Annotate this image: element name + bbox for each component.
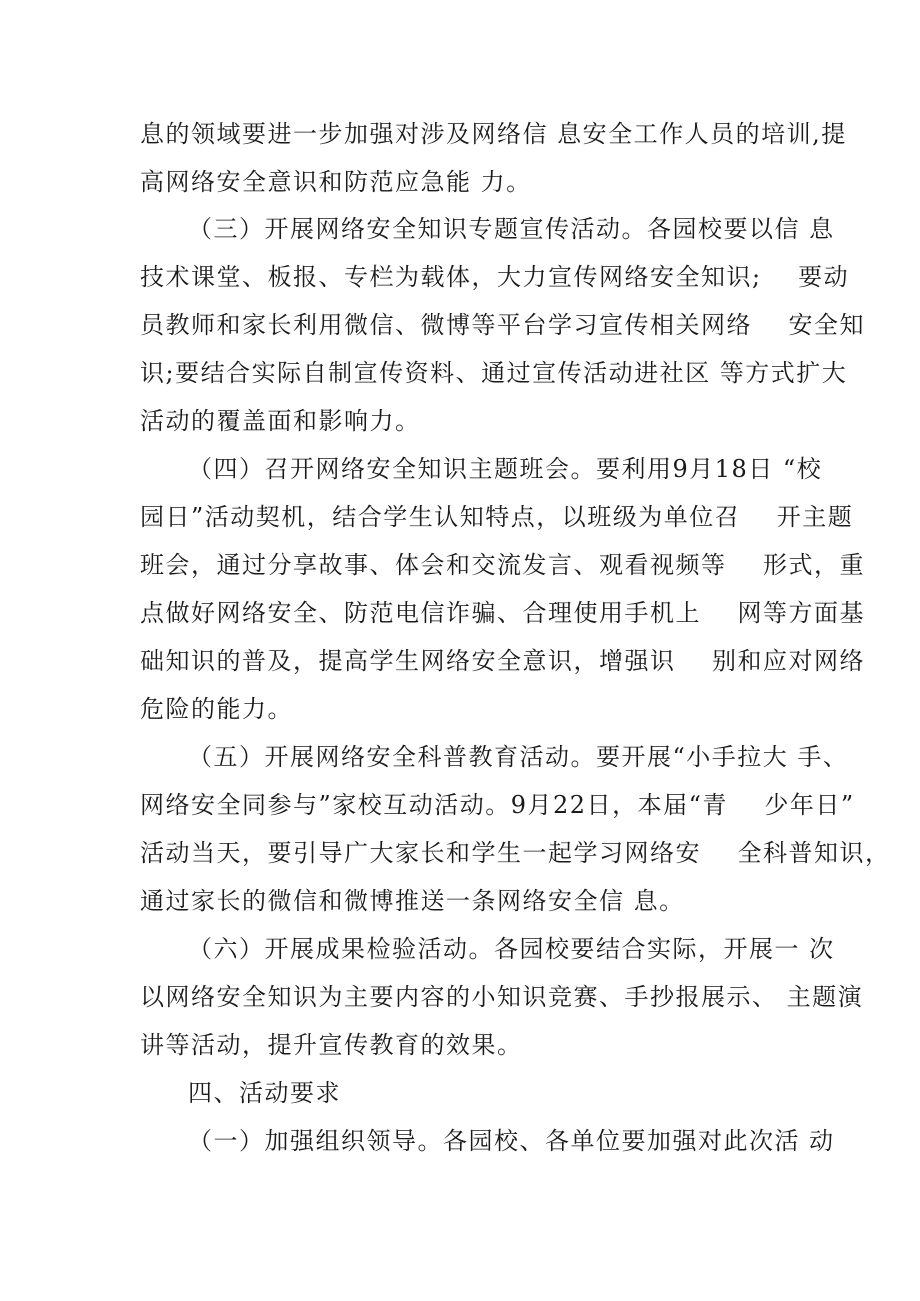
paragraph-line: 讲等活动，提升宣传教育的效果。 [140, 1031, 523, 1059]
paragraph-line: 危险的能力。 [140, 695, 293, 723]
paragraph-line: 点做好网络安全、防范电信诈骗、合理使用手机上 网等方面基 [140, 599, 866, 627]
paragraph-line: 识;要结合实际自制宣传资料、通过宣传活动进社区 等方式扩大 [140, 359, 848, 387]
paragraph-line: 网络安全同参与”家校互动活动。9月22日，本届“青 少年日” [140, 791, 855, 819]
paragraph-line: 园日”活动契机，结合学生认知特点，以班级为单位召 开主题 [140, 503, 854, 531]
paragraph-line: （一）加强组织领导。各园校、各单位要加强对此次活 动 [188, 1127, 835, 1155]
paragraph-line: （六）开展成果检验活动。各园校要结合实际，开展一 次 [188, 935, 835, 963]
paragraph-line: 活动的覆盖面和影响力。 [140, 407, 421, 435]
paragraph-line: 息的领域要进一步加强对涉及网络信 息安全工作人员的培训,提 [140, 120, 847, 148]
paragraph-line: （三）开展网络安全知识专题宣传活动。各园校要以信 息 [188, 215, 835, 243]
paragraph-line: 技术课堂、板报、专栏为载体，大力宣传网络安全知识; 要动 [140, 263, 850, 291]
paragraph-line: 活动当天，要引导广大家长和学生一起学习网络安 全科普知识， [140, 839, 891, 867]
paragraph-line: 以网络安全知识为主要内容的小知识竞赛、手抄报展示、 主题演 [140, 983, 864, 1011]
paragraph-line: 通过家长的微信和微博推送一条网络安全信 息。 [140, 887, 685, 915]
paragraph-line: 员教师和家长利用微信、微博等平台学习宣传相关网络 安全知 [140, 311, 866, 339]
paragraph-line: 础知识的普及，提高学生网络安全意识，增强识 别和应对网络 [140, 647, 866, 675]
paragraph-line: （四）召开网络安全知识主题班会。要利用9月18日 “校 [188, 455, 823, 483]
paragraph-line: 班会，通过分享故事、体会和交流发言、观看视频等 形式，重 [140, 551, 866, 579]
section-heading: 四、活动要求 [188, 1079, 341, 1107]
paragraph-line: 高网络安全意识和防范应急能 力。 [140, 168, 532, 196]
paragraph-line: （五）开展网络安全科普教育活动。要开展“小手拉大 手、 [188, 743, 849, 771]
